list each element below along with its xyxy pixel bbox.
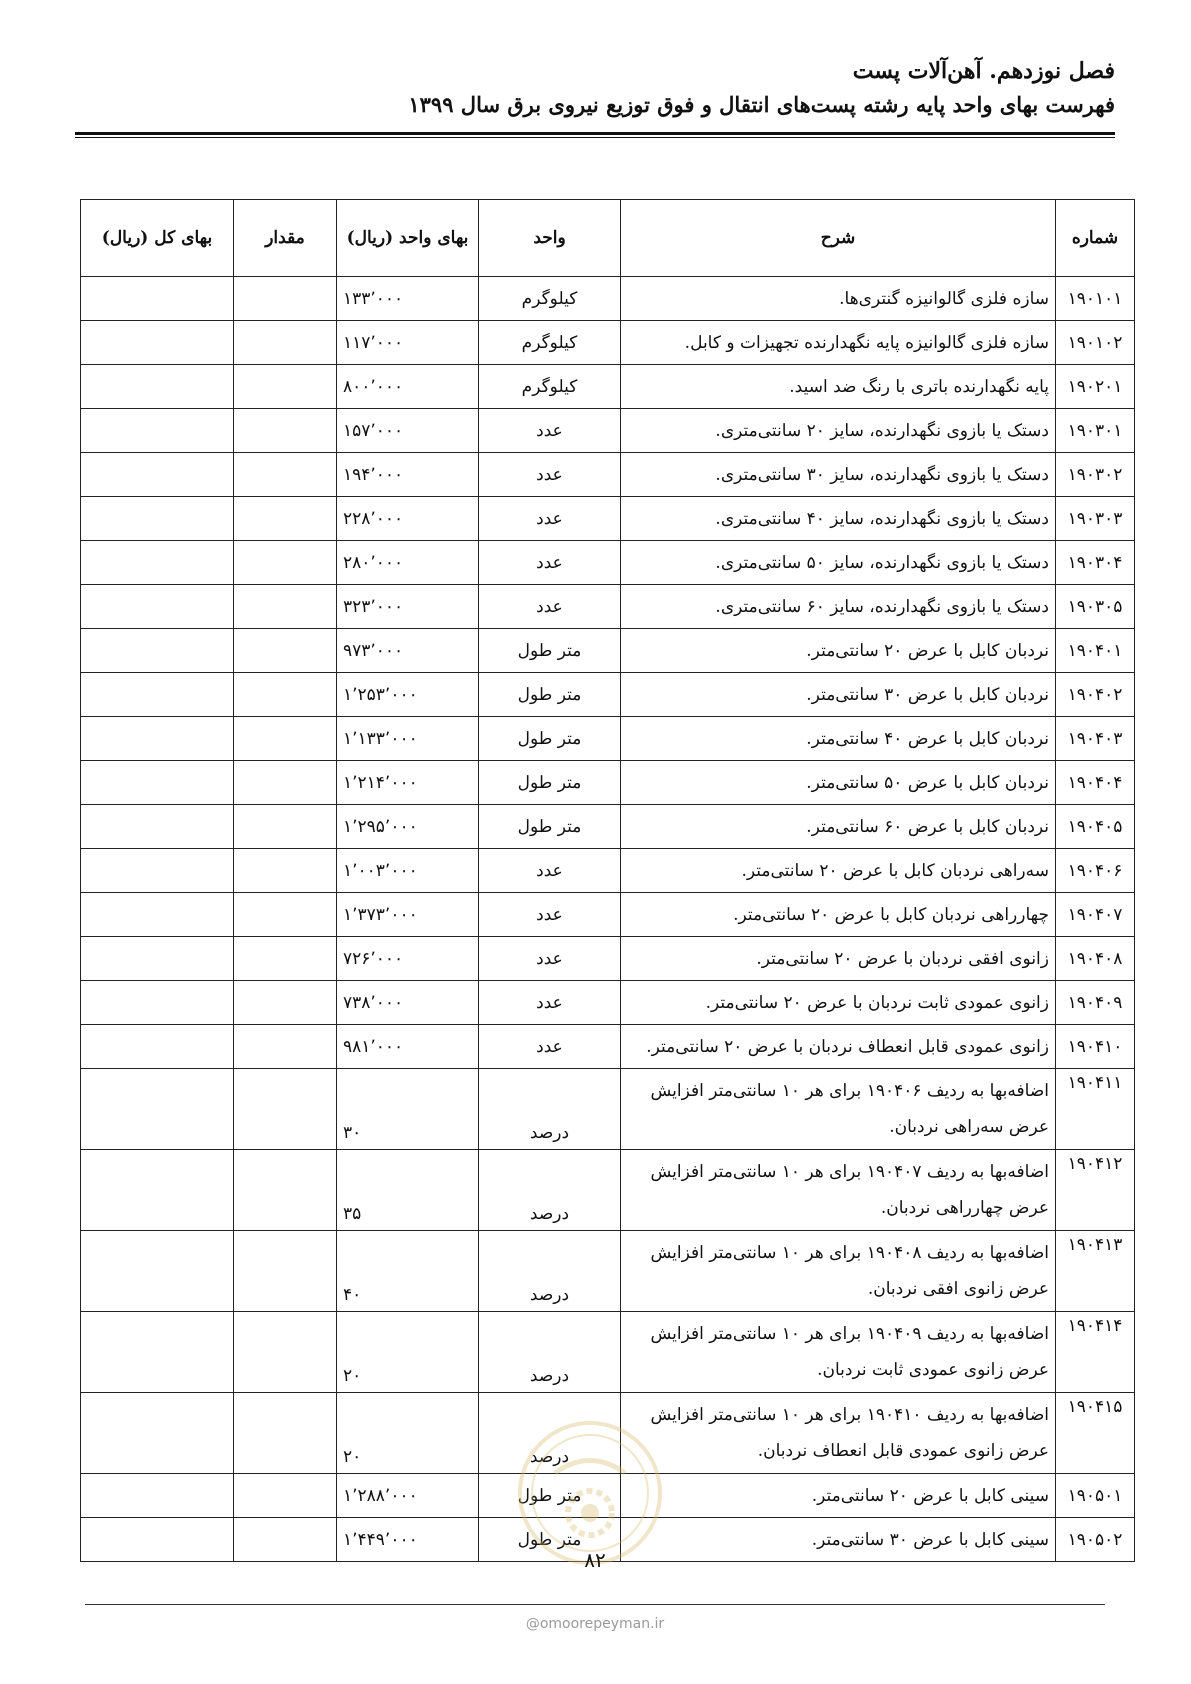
header-total-price: بهای کل (ریال) [81,200,234,277]
row-code: ۱۹۰۳۰۱ [1056,409,1135,453]
table-row [81,1069,1135,1150]
row-total-price [81,673,234,717]
row-unit: درصد [479,1312,621,1393]
row-code: ۱۹۰۳۰۵ [1056,585,1135,629]
row-code: ۱۹۰۲۰۱ [1056,365,1135,409]
table-row [81,849,1135,893]
row-quantity [234,365,337,409]
row-quantity [234,849,337,893]
row-unit: متر طول [479,673,621,717]
row-unit: عدد [479,585,621,629]
row-code: ۱۹۰۴۰۵ [1056,805,1135,849]
table-row [81,981,1135,1025]
row-unit-price: ۲۲۸٬۰۰۰ [337,497,479,541]
row-quantity [234,805,337,849]
row-unit: درصد [479,1069,621,1150]
row-code: ۱۹۰۵۰۱ [1056,1474,1135,1518]
row-code: ۱۹۰۴۰۴ [1056,761,1135,805]
row-unit: کیلوگرم [479,277,621,321]
table-row [81,497,1135,541]
row-unit-price: ۱٬۰۰۳٬۰۰۰ [337,849,479,893]
table-row [81,761,1135,805]
row-quantity [234,1069,337,1150]
row-unit-price: ۱۵۷٬۰۰۰ [337,409,479,453]
row-code: ۱۹۰۴۱۱ [1056,1069,1135,1150]
row-description: دستک یا بازوی نگهدارنده، سایز ۳۰ سانتی‌متری. [621,453,1056,497]
row-code: ۱۹۰۴۰۳ [1056,717,1135,761]
row-unit-price: ۱۹۴٬۰۰۰ [337,453,479,497]
row-code: ۱۹۰۴۱۲ [1056,1150,1135,1231]
row-description: زانوی افقی نردبان با عرض ۲۰ سانتی‌متر. [621,937,1056,981]
page-header [75,56,1115,122]
header-rule-thick [75,132,1115,135]
row-code: ۱۹۰۴۱۰ [1056,1025,1135,1069]
row-code: ۱۹۰۴۰۹ [1056,981,1135,1025]
row-unit-price: ۱٬۲۱۴٬۰۰۰ [337,761,479,805]
row-quantity [234,541,337,585]
row-unit: عدد [479,849,621,893]
row-quantity [234,277,337,321]
row-unit-price: ۸۰۰٬۰۰۰ [337,365,479,409]
row-unit: متر طول [479,717,621,761]
row-description: اضافه‌بها به ردیف ۱۹۰۴۰۶ برای هر ۱۰ سانتی‌متر افزایش عرض سه‌راهی نردبان. [621,1069,1056,1150]
row-total-price [81,1474,234,1518]
row-unit: عدد [479,409,621,453]
header-description: شرح [621,200,1056,277]
row-quantity [234,1393,337,1474]
row-total-price [81,1069,234,1150]
row-quantity [234,673,337,717]
row-unit: عدد [479,893,621,937]
table-row [81,1231,1135,1312]
row-code: ۱۹۰۴۰۷ [1056,893,1135,937]
row-description: چهارراهی نردبان کابل با عرض ۲۰ سانتی‌متر. [621,893,1056,937]
row-code: ۱۹۰۴۰۱ [1056,629,1135,673]
row-quantity [234,937,337,981]
table-row [81,893,1135,937]
header-unit: واحد [479,200,621,277]
row-quantity [234,585,337,629]
row-total-price [81,1150,234,1231]
row-total-price [81,893,234,937]
row-unit-price: ۳۵ [337,1150,479,1231]
row-description: اضافه‌بها به ردیف ۱۹۰۴۱۰ برای هر ۱۰ سانتی‌متر افزایش عرض زانوی عمودی قابل انعطاف نردبان. [621,1393,1056,1474]
row-unit-price: ۴۰ [337,1231,479,1312]
row-unit: متر طول [479,761,621,805]
table-row [81,277,1135,321]
row-code: ۱۹۰۴۱۳ [1056,1231,1135,1312]
row-code: ۱۹۰۳۰۳ [1056,497,1135,541]
chapter-title: فصل نوزدهم. آهن‌آلات پست [852,58,1115,84]
row-quantity [234,1025,337,1069]
table-row [81,805,1135,849]
row-total-price [81,277,234,321]
row-total-price [81,365,234,409]
row-unit: عدد [479,937,621,981]
row-unit: عدد [479,1025,621,1069]
row-code: ۱۹۰۳۰۲ [1056,453,1135,497]
row-code: ۱۹۰۴۰۸ [1056,937,1135,981]
watermark-seal [515,1418,665,1568]
row-unit-price: ۱۳۳٬۰۰۰ [337,277,479,321]
row-quantity [234,717,337,761]
header-unit-price: بهای واحد (ریال) [337,200,479,277]
page-number: ۸۲ [584,1548,606,1572]
row-unit: عدد [479,541,621,585]
row-unit: کیلوگرم [479,365,621,409]
row-unit-price: ۱٬۲۸۸٬۰۰۰ [337,1474,479,1518]
row-description: دستک یا بازوی نگهدارنده، سایز ۵۰ سانتی‌متری. [621,541,1056,585]
row-quantity [234,453,337,497]
row-unit-price: ۱٬۴۴۹٬۰۰۰ [337,1518,479,1562]
row-total-price [81,761,234,805]
row-unit: متر طول [479,629,621,673]
row-description: اضافه‌بها به ردیف ۱۹۰۴۰۸ برای هر ۱۰ سانتی‌متر افزایش عرض زانوی افقی نردبان. [621,1231,1056,1312]
table-row [81,1025,1135,1069]
row-unit-price: ۷۳۸٬۰۰۰ [337,981,479,1025]
row-description: دستک یا بازوی نگهدارنده، سایز ۲۰ سانتی‌متری. [621,409,1056,453]
row-total-price [81,497,234,541]
row-unit-price: ۱٬۲۹۵٬۰۰۰ [337,805,479,849]
row-code: ۱۹۰۱۰۲ [1056,321,1135,365]
row-unit: متر طول [479,1518,621,1562]
row-description: پایه نگهدارنده باتری با رنگ ضد اسید. [621,365,1056,409]
row-description: دستک یا بازوی نگهدارنده، سایز ۶۰ سانتی‌متری. [621,585,1056,629]
row-total-price [81,321,234,365]
row-quantity [234,1312,337,1393]
row-unit: عدد [479,981,621,1025]
row-unit-price: ۷۲۶٬۰۰۰ [337,937,479,981]
row-total-price [81,629,234,673]
row-quantity [234,1150,337,1231]
row-description: سه‌راهی نردبان کابل با عرض ۲۰ سانتی‌متر. [621,849,1056,893]
row-quantity [234,409,337,453]
row-total-price [81,981,234,1025]
row-description: نردبان کابل با عرض ۲۰ سانتی‌متر. [621,629,1056,673]
row-unit-price: ۹۷۳٬۰۰۰ [337,629,479,673]
table-row [81,673,1135,717]
row-total-price [81,453,234,497]
row-total-price [81,1393,234,1474]
row-total-price [81,1231,234,1312]
price-list-table [80,199,1135,1562]
row-unit-price: ۱٬۲۵۳٬۰۰۰ [337,673,479,717]
header-code: شماره [1056,200,1135,277]
row-total-price [81,937,234,981]
row-total-price [81,409,234,453]
row-unit-price: ۲۰ [337,1312,479,1393]
row-description: زانوی عمودی ثابت نردبان با عرض ۲۰ سانتی‌متر. [621,981,1056,1025]
table-header-row [81,200,1135,277]
row-unit: متر طول [479,805,621,849]
row-code: ۱۹۰۳۰۴ [1056,541,1135,585]
row-quantity [234,761,337,805]
row-total-price [81,585,234,629]
row-unit: درصد [479,1393,621,1474]
header-rule-thin [75,137,1115,138]
row-code: ۱۹۰۵۰۲ [1056,1518,1135,1562]
row-unit-price: ۲۰ [337,1393,479,1474]
row-description: نردبان کابل با عرض ۴۰ سانتی‌متر. [621,717,1056,761]
table-row [81,1150,1135,1231]
row-unit-price: ۲۸۰٬۰۰۰ [337,541,479,585]
table-row [81,629,1135,673]
row-description: سینی کابل با عرض ۳۰ سانتی‌متر. [621,1518,1056,1562]
row-description: سینی کابل با عرض ۲۰ سانتی‌متر. [621,1474,1056,1518]
row-description: نردبان کابل با عرض ۳۰ سانتی‌متر. [621,673,1056,717]
row-total-price [81,1312,234,1393]
row-unit: کیلوگرم [479,321,621,365]
row-description: اضافه‌بها به ردیف ۱۹۰۴۰۹ برای هر ۱۰ سانتی‌متر افزایش عرض زانوی عمودی ثابت نردبان. [621,1312,1056,1393]
row-quantity [234,893,337,937]
row-unit: عدد [479,453,621,497]
row-description: نردبان کابل با عرض ۶۰ سانتی‌متر. [621,805,1056,849]
row-code: ۱۹۰۴۰۲ [1056,673,1135,717]
table-row [81,321,1135,365]
table-row [81,409,1135,453]
row-unit: درصد [479,1231,621,1312]
row-unit-price: ۳۲۳٬۰۰۰ [337,585,479,629]
table-row [81,937,1135,981]
row-unit-price: ۱٬۳۷۳٬۰۰۰ [337,893,479,937]
row-unit: درصد [479,1150,621,1231]
row-description: زانوی عمودی قابل انعطاف نردبان با عرض ۲۰ سانتی‌متر. [621,1025,1056,1069]
table-row [81,717,1135,761]
row-total-price [81,1025,234,1069]
row-total-price [81,1518,234,1562]
document-subtitle: فهرست بهای واحد پایه رشته پست‌های انتقال و فوق توزیع نیروی برق سال ۱۳۹۹ [408,92,1115,117]
footer-rule [85,1604,1105,1605]
row-total-price [81,849,234,893]
row-unit-price: ۹۸۱٬۰۰۰ [337,1025,479,1069]
table-row [81,585,1135,629]
table-row [81,453,1135,497]
table-row [81,365,1135,409]
row-quantity [234,1231,337,1312]
row-code: ۱۹۰۴۱۴ [1056,1312,1135,1393]
row-description: دستک یا بازوی نگهدارنده، سایز ۴۰ سانتی‌متری. [621,497,1056,541]
row-unit: متر طول [479,1474,621,1518]
row-unit-price: ۱۱۷٬۰۰۰ [337,321,479,365]
row-description: نردبان کابل با عرض ۵۰ سانتی‌متر. [621,761,1056,805]
row-quantity [234,629,337,673]
row-unit: عدد [479,497,621,541]
row-quantity [234,981,337,1025]
row-total-price [81,805,234,849]
row-code: ۱۹۰۴۱۵ [1056,1393,1135,1474]
table-row [81,541,1135,585]
row-quantity [234,497,337,541]
row-description: اضافه‌بها به ردیف ۱۹۰۴۰۷ برای هر ۱۰ سانتی‌متر افزایش عرض چهارراهی نردبان. [621,1150,1056,1231]
row-code: ۱۹۰۴۰۶ [1056,849,1135,893]
row-description: سازه فلزی گالوانیزه گنتری‌ها. [621,277,1056,321]
row-total-price [81,717,234,761]
website-watermark: @omoorepeyman.ir [525,1616,665,1632]
table-row [81,1312,1135,1393]
row-unit-price: ۱٬۱۳۳٬۰۰۰ [337,717,479,761]
row-total-price [81,541,234,585]
row-description: سازه فلزی گالوانیزه پایه نگهدارنده تجهیزات و کابل. [621,321,1056,365]
header-quantity: مقدار [234,200,337,277]
row-unit-price: ۳۰ [337,1069,479,1150]
row-quantity [234,321,337,365]
row-code: ۱۹۰۱۰۱ [1056,277,1135,321]
row-quantity [234,1518,337,1562]
row-quantity [234,1474,337,1518]
